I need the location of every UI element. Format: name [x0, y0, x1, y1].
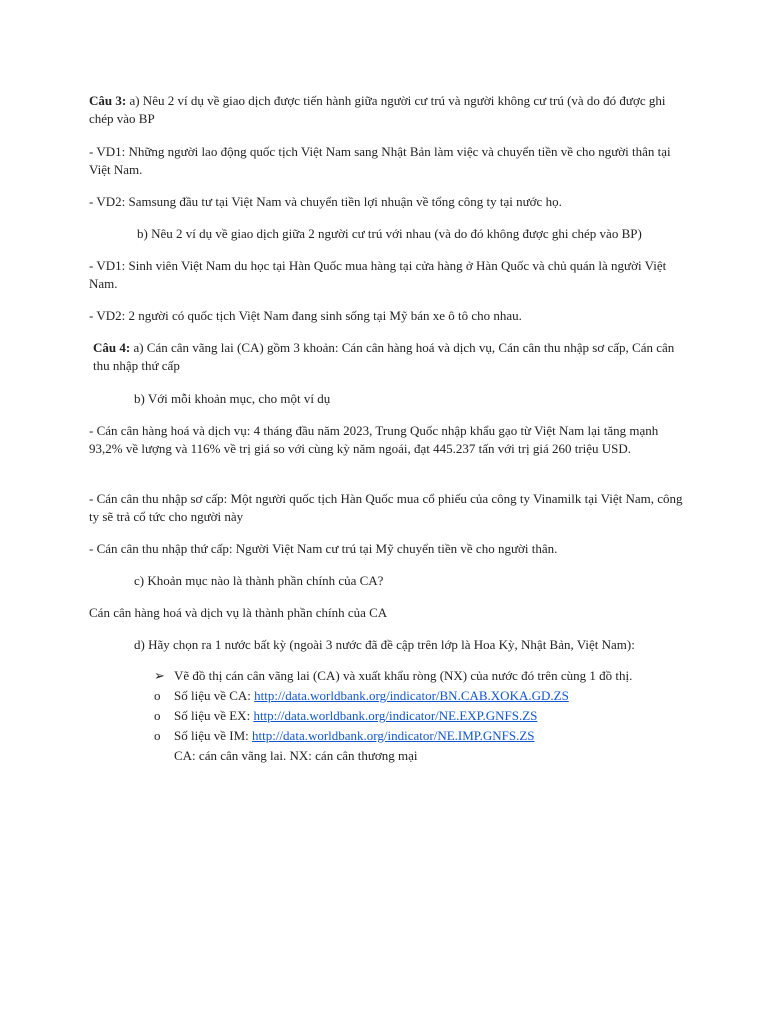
cau4-label: Câu 4:: [93, 340, 131, 355]
cau4-b-question: b) Với mỗi khoản mục, cho một ví dụ: [134, 391, 331, 406]
cau4-c-answer: Cán cân hàng hoá và dịch vụ là thành phần chính của CA: [89, 605, 388, 620]
ca-data-label: Số liệu về CA:: [174, 688, 255, 703]
cau4-b-item1: - Cán cân hàng hoá và dịch vụ: 4 tháng đầu năm 2023, Trung Quốc nhập khẩu gạo từ Việt Nam lại tăng mạnh 93,2% về lượng và 116% về trị giá so với cùng kỳ năm ngoái, đạt 445.237 tấn với trị giá 260 triệu USD.: [89, 423, 659, 456]
d-list-item-1: Vẽ đồ thị cán cân vãng lai (CA) và xuất khẩu ròng (NX) của nước đó trên cùng 1 đồ thị.: [174, 668, 633, 683]
circle-bullet-icon: o: [154, 688, 161, 703]
d-list-item-2: [174, 687, 694, 705]
d-list-item-3: [174, 707, 694, 725]
cau4-b-item2: - Cán cân thu nhập sơ cấp: Một người quốc tịch Hàn Quốc mua cổ phiếu của công ty Vinamilk tại Việt Nam, công ty sẽ trả cổ tức cho người này: [89, 491, 683, 524]
cau3-b-vd2: - VD2: 2 người có quốc tịch Việt Nam đang sinh sống tại Mỹ bán xe ô tô cho nhau.: [89, 308, 522, 323]
d-list-item-4: [174, 727, 694, 745]
cau3-b-question: b) Nêu 2 ví dụ về giao dịch giữa 2 người cư trú với nhau (và do đó không được ghi chép vào BP): [137, 226, 642, 241]
cau4-d-question: d) Hãy chọn ra 1 nước bất kỳ (ngoài 3 nước đã đề cập trên lớp là Hoa Kỳ, Nhật Bản, Việt Nam):: [134, 637, 635, 652]
cau4-a-text: a) Cán cân vãng lai (CA) gồm 3 khoản: Cán cân hàng hoá và dịch vụ, Cán cân thu nhập sơ cấp, Cán cân thu nhập thứ cấp: [93, 340, 675, 373]
im-data-label: Số liệu về IM:: [174, 728, 252, 743]
cau3-a-question: [89, 92, 684, 128]
cau3-a-vd2: - VD2: Samsung đầu tư tại Việt Nam và chuyển tiền lợi nhuận về tổng công ty tại nước họ.: [89, 194, 562, 209]
cau4-b-item3: - Cán cân thu nhập thứ cấp: Người Việt Nam cư trú tại Mỹ chuyển tiền về cho người thân.: [89, 541, 558, 556]
im-data-link[interactable]: http://data.worldbank.org/indicator/NE.IMP.GNFS.ZS: [252, 728, 535, 743]
ex-data-link[interactable]: http://data.worldbank.org/indicator/NE.EXP.GNFS.ZS: [253, 708, 538, 723]
cau4-a-question: [93, 339, 688, 375]
circle-bullet-icon: o: [154, 708, 161, 723]
cau3-b-vd1: - VD1: Sinh viên Việt Nam du học tại Hàn Quốc mua hàng tại cửa hàng ở Hàn Quốc và chủ quán là người Việt Nam.: [89, 258, 667, 291]
ca-data-link[interactable]: http://data.worldbank.org/indicator/BN.CAB.XOKA.GD.ZS: [254, 688, 569, 703]
cau3-a-text: a) Nêu 2 ví dụ về giao dịch được tiến hành giữa người cư trú và người không cư trú (và do đó được ghi chép vào BP: [89, 93, 666, 126]
arrow-bullet-icon: ➢: [154, 668, 165, 683]
d-list-note: CA: cán cân vãng lai. NX: cán cân thương mại: [174, 748, 418, 763]
ex-data-label: Số liệu về EX:: [174, 708, 254, 723]
cau4-c-question: c) Khoản mục nào là thành phần chính của CA?: [134, 573, 384, 588]
circle-bullet-icon: o: [154, 728, 161, 743]
cau3-a-vd1: - VD1: Những người lao động quốc tịch Việt Nam sang Nhật Bản làm việc và chuyển tiền về cho người thân tại Việt Nam.: [89, 144, 671, 177]
cau3-label: Câu 3:: [89, 93, 127, 108]
